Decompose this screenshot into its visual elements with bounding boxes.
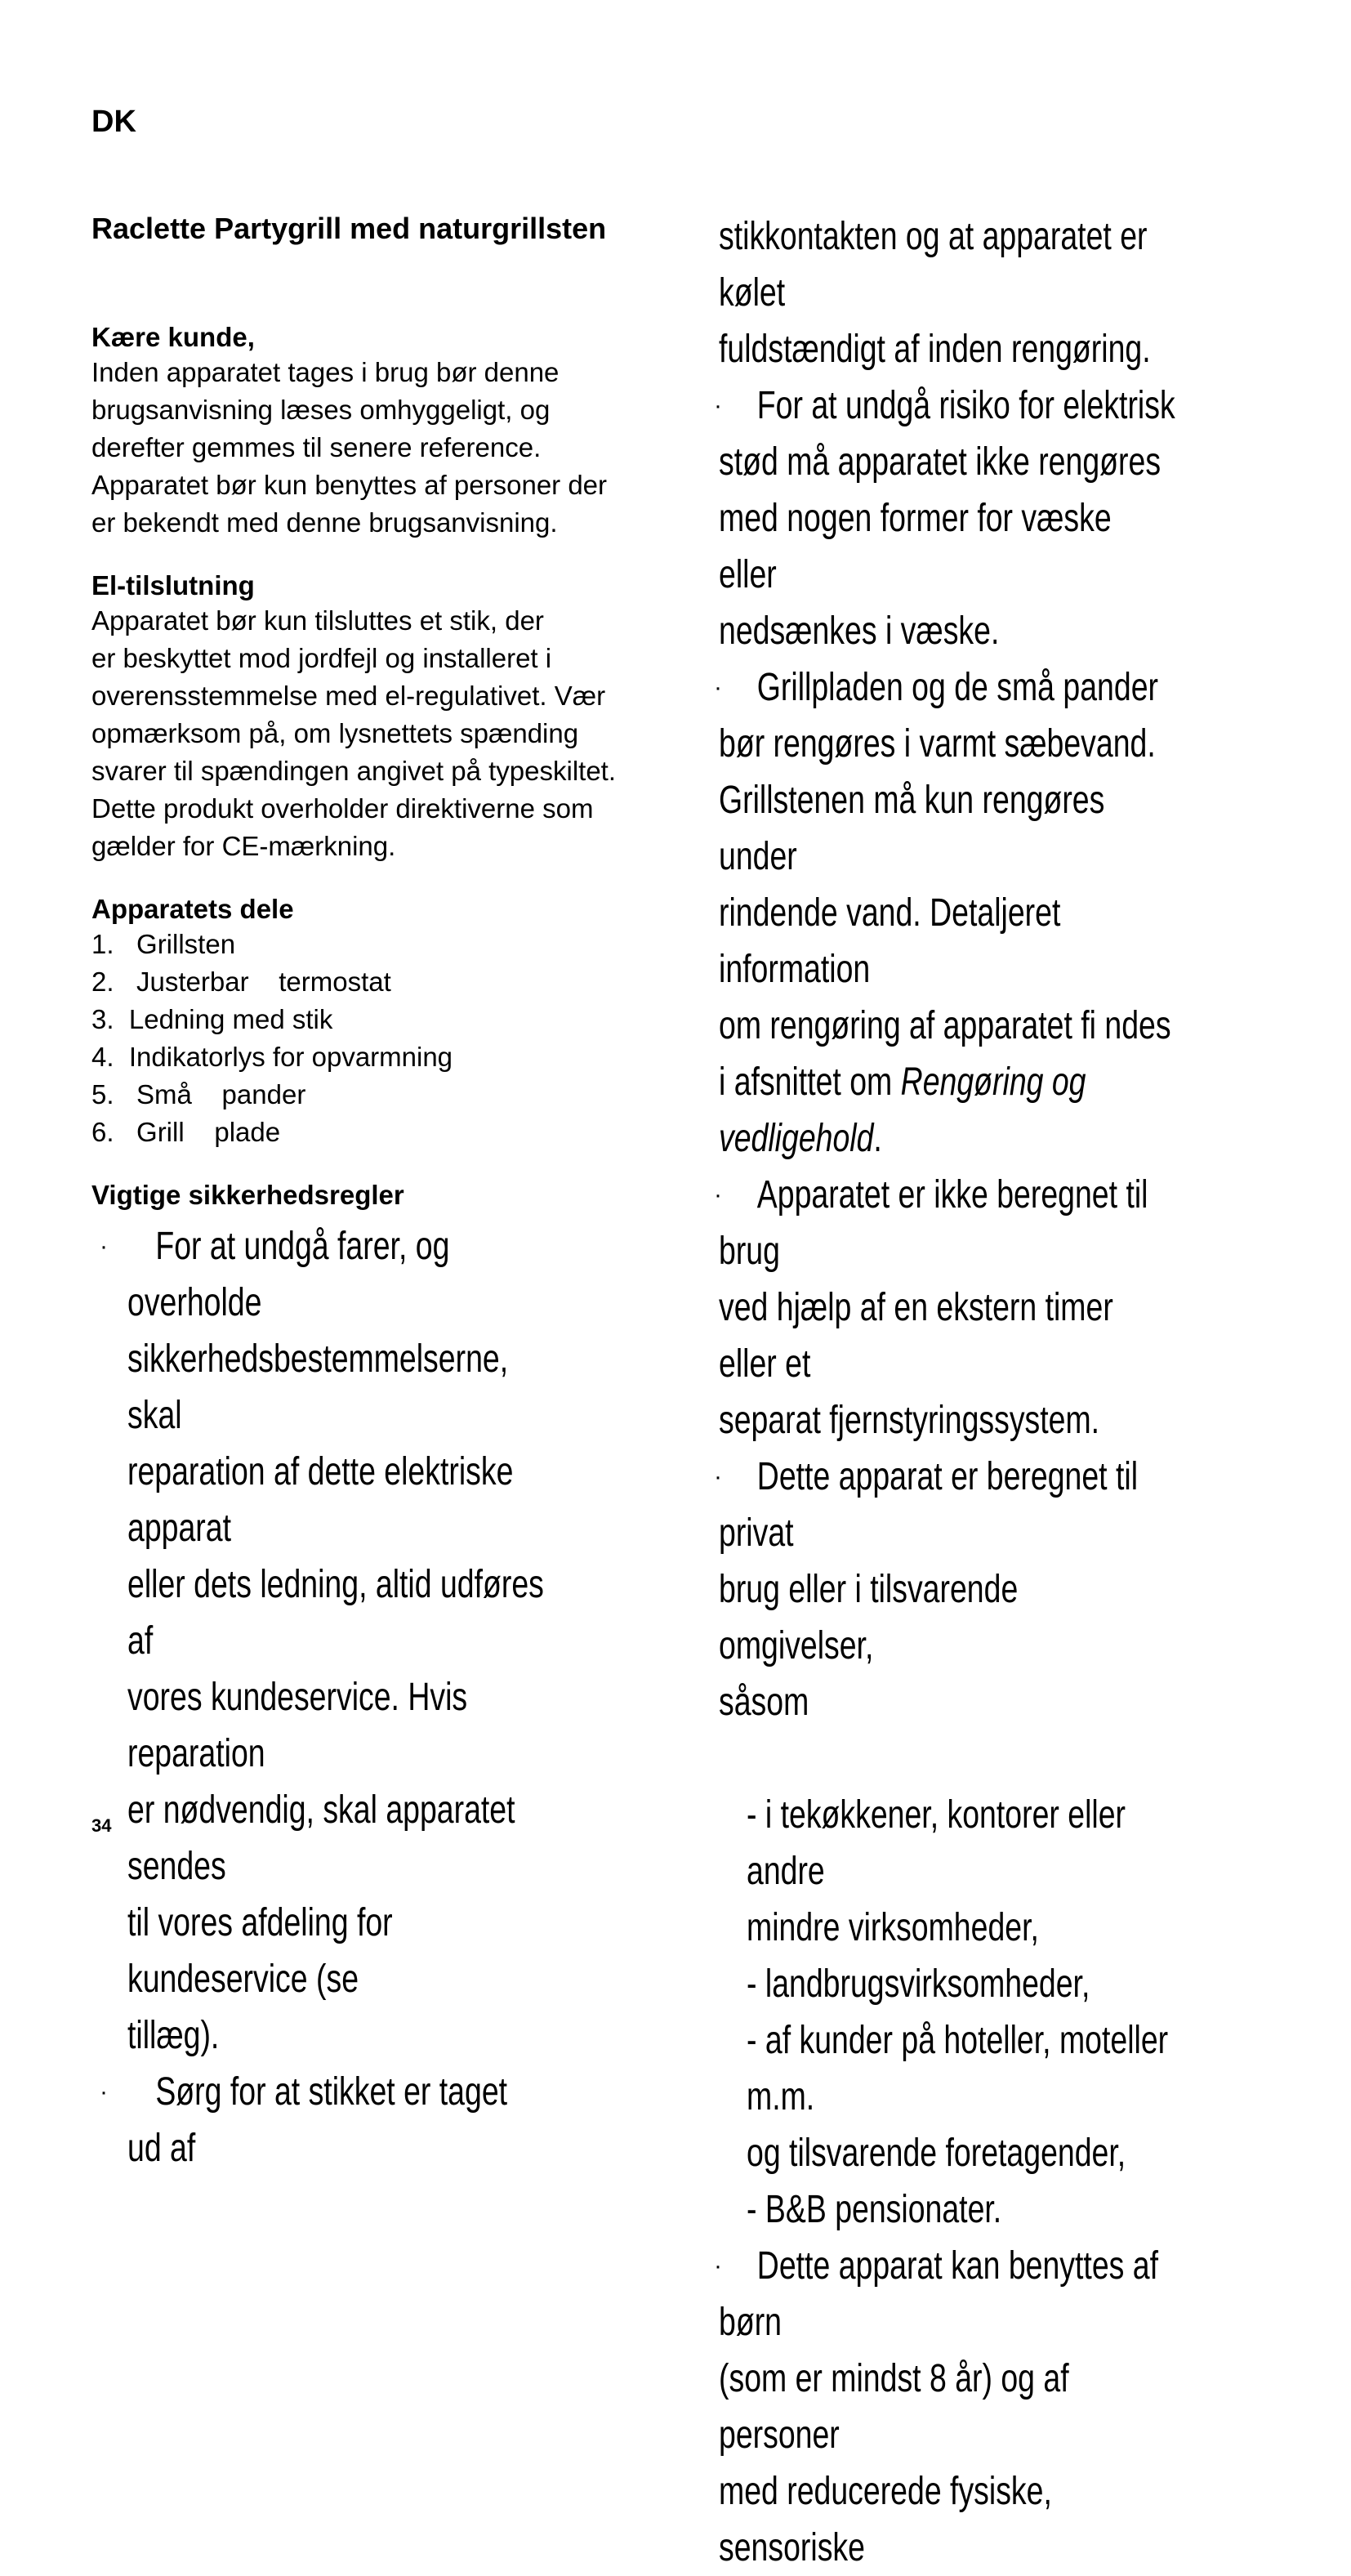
- bullet-icon: ·: [714, 674, 722, 701]
- connection-body: Apparatet bør kun tilsluttes et stik, der er beskyttet mod jordfejl og installeret i overensstemmelse med el-regulativet. Vær opmærksom på, om lysnettets spænding svarer til spændingen angivet på typeskiltet. Dette produkt overholder direktiverne som gælder for CE-mærkning.: [91, 605, 617, 861]
- bullet-icon: ·: [714, 1463, 722, 1490]
- parts-list-item: 1. Grillsten: [91, 929, 236, 959]
- safety-left-text: [91, 1218, 663, 2176]
- bullet-icon: ·: [714, 392, 722, 419]
- usage-environment-item: - B&B pensionater.: [747, 2188, 1002, 2231]
- safety-item: [714, 2238, 1307, 2576]
- parts-list: [91, 926, 663, 1151]
- safety-item-text: For at undgå farer, og overholde sikkerhedsbestemmelserne, skal reparation af dette elektriske apparat eller dets ledning, altid udføres af vores kundeservice. Hvis reparation er nødvendig, skal apparatet sendes til vores afdeling for kundeservice (se tillæg).: [127, 1225, 544, 2057]
- intro-body: Inden apparatet tages i brug bør denne brugsanvisning læses omhyggeligt, og derefter gemmes til senere reference. Apparatet bør kun benyttes af personer der er bekendt med denne brugsanvisning.: [91, 357, 608, 538]
- safety-item-text: Dette apparat kan benyttes af børn (som er mindst 8 år) og af personer med reducerede fysiske, sensoriske: [719, 2244, 1159, 2569]
- parts-list-item: 3. Ledning med stik: [91, 1004, 333, 1034]
- right-column: [714, 208, 1307, 2576]
- connection-heading: El-tilslutning: [91, 570, 255, 600]
- bullet-icon: ·: [100, 2078, 108, 2105]
- safety-item: [714, 1167, 1307, 1449]
- intro-heading: Kære kunde,: [91, 322, 255, 352]
- bullet-icon: ·: [714, 1181, 722, 1208]
- parts-list-item: 5. Små pander: [91, 1079, 306, 1109]
- safety-item-text: Grillpladen og de små pander bør rengøres i varmt sæbevand. Grillstenen må kun rengøres under rindende vand. Detaljeret information om rengøring af apparatet fi ndes i afsnittet om Rengøring og vedligehold.: [719, 666, 1171, 1160]
- usage-environment-item: - landbrugsvirksomheder,: [747, 1962, 1090, 2006]
- parts-list-item: 6. Grill plade: [91, 1117, 281, 1147]
- usage-environment-item: - af kunder på hoteller, moteller m.m. og tilsvarende foretagender,: [747, 2019, 1169, 2175]
- usage-environment-list: [747, 1730, 1307, 2238]
- language-code: DK: [91, 105, 136, 139]
- safety-item-text: Sørg for at stikket er taget ud af: [127, 2070, 508, 2170]
- parts-list-item: 2. Justerbar termostat: [91, 967, 391, 997]
- safety-item: [714, 659, 1307, 1167]
- safety-item: [714, 377, 1307, 659]
- safety-continuation: stikkontakten og at apparatet er kølet fuldstændigt af inden rengøring.: [719, 215, 1151, 371]
- bullet-icon: ·: [714, 2252, 722, 2279]
- safety-item: [91, 1218, 663, 2064]
- safety-item-text: Apparatet er ikke beregnet til brug ved hjælp af en ekstern timer eller et separat fjernstyringssystem.: [719, 1173, 1148, 1442]
- left-column: [91, 208, 663, 2176]
- usage-environment-item: - i tekøkkener, kontorer eller andre mindre virksomheder,: [747, 1793, 1126, 1949]
- safety-item-text: For at undgå risiko for elektrisk stød må apparatet ikke rengøres med nogen former for væske eller nedsænkes i væske.: [719, 384, 1175, 653]
- parts-list-item: 4. Indikatorlys for opvarmning: [91, 1042, 453, 1072]
- safety-item: [714, 1449, 1307, 1730]
- page-number: 34: [91, 1815, 112, 1836]
- safety-heading: Vigtige sikkerhedsregler: [91, 1180, 404, 1210]
- safety-item: [91, 2064, 663, 2176]
- bullet-icon: ·: [100, 1233, 108, 1260]
- section-reference: Rengøring og vedligehold: [719, 1060, 1086, 1160]
- page-title: Raclette Partygrill med naturgrillsten: [91, 212, 607, 245]
- parts-heading: Apparatets dele: [91, 894, 294, 924]
- safety-item-text: Dette apparat er beregnet til privat brug eller i tilsvarende omgivelser, såsom: [719, 1455, 1139, 1724]
